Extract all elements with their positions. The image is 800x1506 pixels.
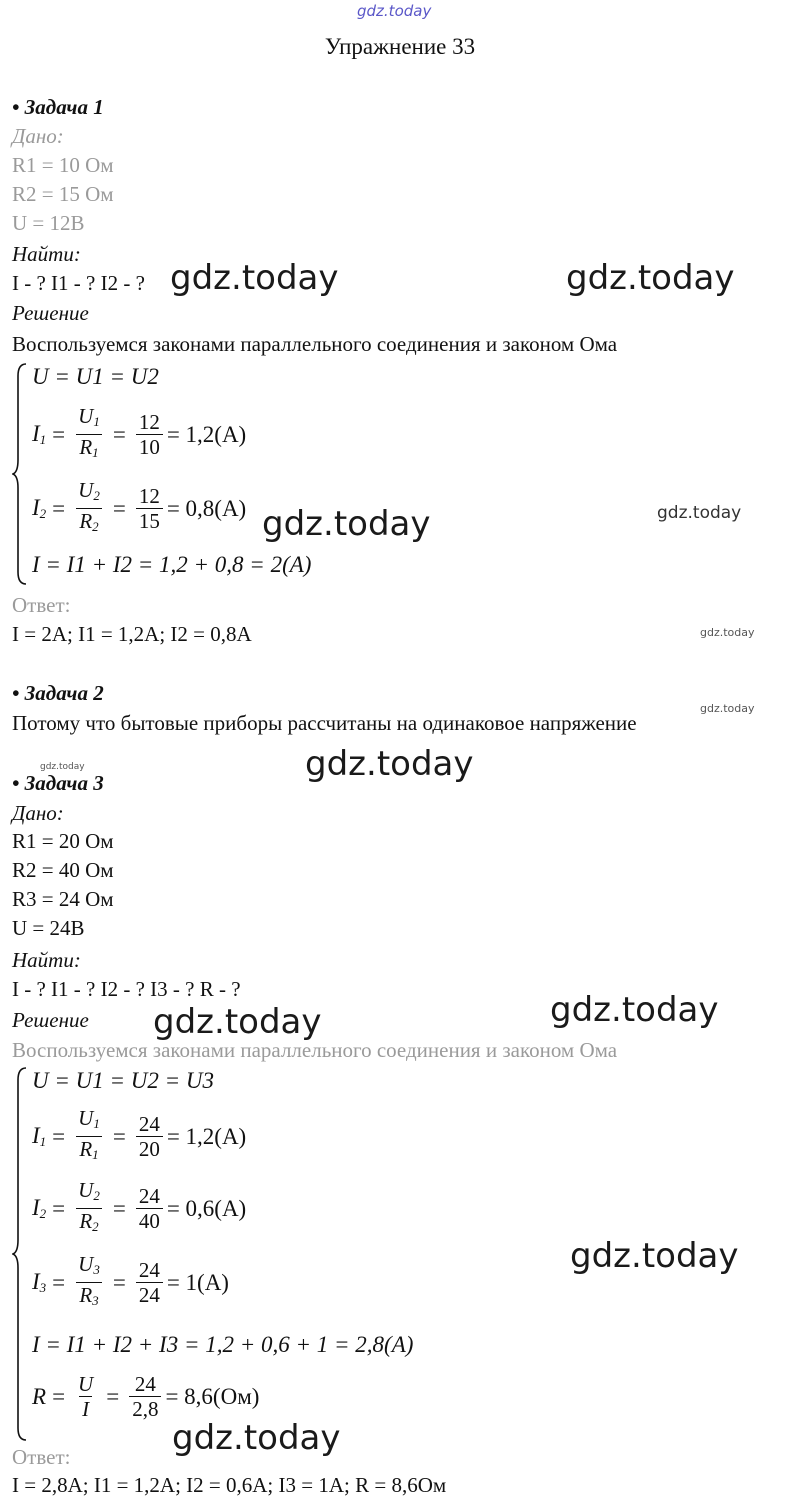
task1-given-r1: R1 = 10 Ом	[12, 153, 114, 177]
watermark: gdz.today	[305, 744, 474, 784]
watermark: gdz.today	[550, 990, 719, 1030]
task1-eq2: $I_1$ = $\frac{U_1}{R_1}$ = $\frac{12}{10}$ = 1,2(A)	[32, 404, 246, 465]
watermark: gdz.today	[170, 258, 339, 298]
task3-answer: I = 2,8A; I1 = 1,2A; I2 = 0,6A; I3 = 1A; R = 8,6Ом	[12, 1473, 447, 1497]
task3-eq1: U = U1 = U2 = U3	[32, 1068, 215, 1093]
task1-equation-system	[12, 362, 432, 586]
watermark: gdz.today	[700, 626, 755, 639]
task3-given-r3: R3 = 24 Ом	[12, 887, 114, 911]
task2-text: Потому что бытовые приборы рассчитаны на одинаковое напряжение	[12, 711, 637, 735]
watermark: gdz.today	[40, 762, 85, 772]
task3-eq2: $I_1$ = $\frac{U_1}{R_1}$ = $\frac{24}{20}$ = 1,2(A)	[32, 1106, 246, 1167]
task3-given-r1: R1 = 20 Ом	[12, 829, 114, 853]
task1-heading: • Задача 1	[12, 95, 104, 119]
task3-heading: • Задача 3	[12, 771, 104, 795]
task1-eq4: I = I1 + I2 = 1,2 + 0,8 = 2(A)	[32, 552, 312, 577]
task3-eq4: $I_3$ = $\frac{U_3}{R_3}$ = $\frac{24}{24}$ = 1(A)	[32, 1252, 229, 1313]
brace-icon	[12, 1066, 28, 1442]
task1-method: Воспользуемся законами параллельного соединения и законом Ома	[12, 332, 618, 356]
task1-find-label: Найти:	[12, 242, 81, 266]
task1-solution-label: Решение	[12, 301, 89, 325]
task3-given-u: U = 24В	[12, 916, 85, 940]
task3-equation-system	[12, 1066, 452, 1442]
task3-solution-label: Решение	[12, 1008, 89, 1032]
brace-icon	[12, 362, 28, 586]
task1-given-label: Дано:	[12, 124, 64, 148]
task1-answer: I = 2A; I1 = 1,2A; I2 = 0,8A	[12, 622, 252, 646]
task1-answer-label: Ответ:	[12, 593, 71, 617]
watermark-top: gdz.today	[357, 2, 432, 20]
task2-heading: • Задача 2	[12, 681, 104, 705]
task1-find: I - ? I1 - ? I2 - ?	[12, 271, 145, 295]
task3-given-label: Дано:	[12, 801, 64, 825]
task3-eq6: R = $\frac{U}{I}$ = $\frac{24}{2,8}$ = 8,6(Ом)	[32, 1372, 260, 1421]
task3-method: Воспользуемся законами параллельного соединения и законом Ома	[12, 1038, 618, 1062]
task3-answer-label: Ответ:	[12, 1445, 71, 1469]
task1-eq3: $I_2$ = $\frac{U_2}{R_2}$ = $\frac{12}{15}$ = 0,8(A)	[32, 478, 246, 539]
page-title: Упражнение 33	[324, 34, 476, 59]
watermark: gdz.today	[700, 702, 755, 715]
watermark: gdz.today	[172, 1418, 341, 1458]
task3-eq3: $I_2$ = $\frac{U_2}{R_2}$ = $\frac{24}{40}$ = 0,6(A)	[32, 1178, 246, 1239]
task1-eq1: U = U1 = U2	[32, 364, 159, 389]
watermark: gdz.today	[570, 1236, 739, 1276]
task3-given-r2: R2 = 40 Ом	[12, 858, 114, 882]
watermark: gdz.today	[262, 504, 431, 544]
watermark: gdz.today	[657, 503, 742, 523]
task3-find-label: Найти:	[12, 948, 81, 972]
task3-find: I - ? I1 - ? I2 - ? I3 - ? R - ?	[12, 977, 241, 1001]
task1-given-r2: R2 = 15 Ом	[12, 182, 114, 206]
task3-eq5: I = I1 + I2 + I3 = 1,2 + 0,6 + 1 = 2,8(A)	[32, 1332, 414, 1357]
watermark: gdz.today	[153, 1002, 322, 1042]
watermark: gdz.today	[566, 258, 735, 298]
task1-given-u: U = 12В	[12, 211, 85, 235]
